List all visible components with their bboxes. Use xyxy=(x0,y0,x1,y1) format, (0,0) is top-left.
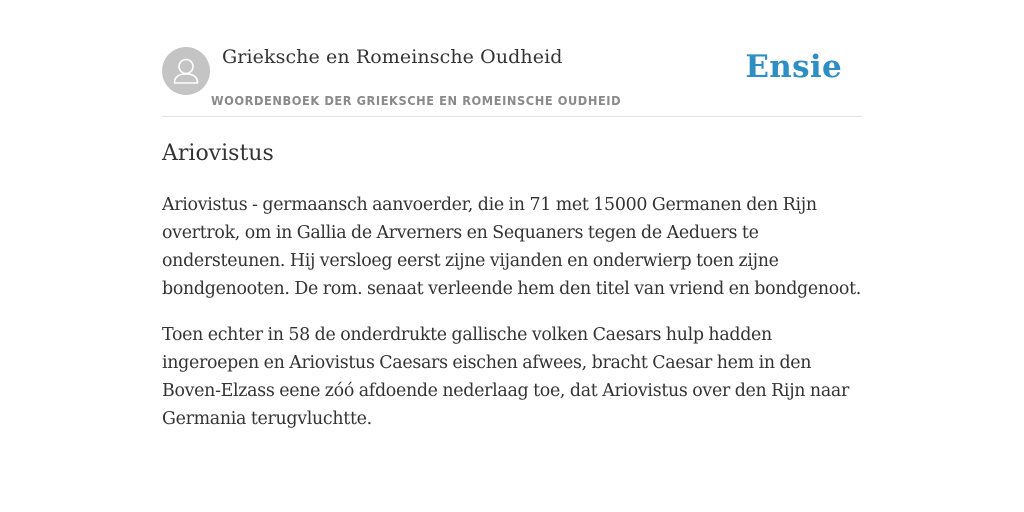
avatar[interactable] xyxy=(162,47,210,95)
source-subtitle: WOORDENBOEK DER GRIEKSCHE EN ROMEINSCHE OUDHEID xyxy=(211,94,622,108)
user-icon xyxy=(162,47,210,95)
source-title[interactable]: Grieksche en Romeinsche Oudheid xyxy=(222,46,563,68)
brand-logo[interactable]: Ensie xyxy=(745,49,842,85)
source-header xyxy=(162,0,862,117)
entry-paragraph: Toen echter in 58 de onderdrukte gallische volken Caesars hulp hadden ingeroepen en Ariovistus Caesars eischen afwees, bracht Caesar hem in den Boven-Elzass eene zóó afdoende nederlaag toe, dat Ariovistus over den Rijn naar Germania terugvluchtte. xyxy=(162,325,849,429)
entry-paragraph: Ariovistus - germaansch aanvoerder, die in 71 met 15000 Germanen den Rijn overtrok, om in Gallia de Arverners en Sequaners tegen de Aeduers te ondersteunen. Hij versloeg eerst zijne vijanden en onderwierp toen zijne bondgenooten. De rom. senaat verleende hem den titel van vriend en bondgenoot. xyxy=(162,195,862,299)
entry-article xyxy=(162,137,862,451)
entry-body xyxy=(162,191,862,433)
entry-title: Ariovistus xyxy=(162,141,274,166)
